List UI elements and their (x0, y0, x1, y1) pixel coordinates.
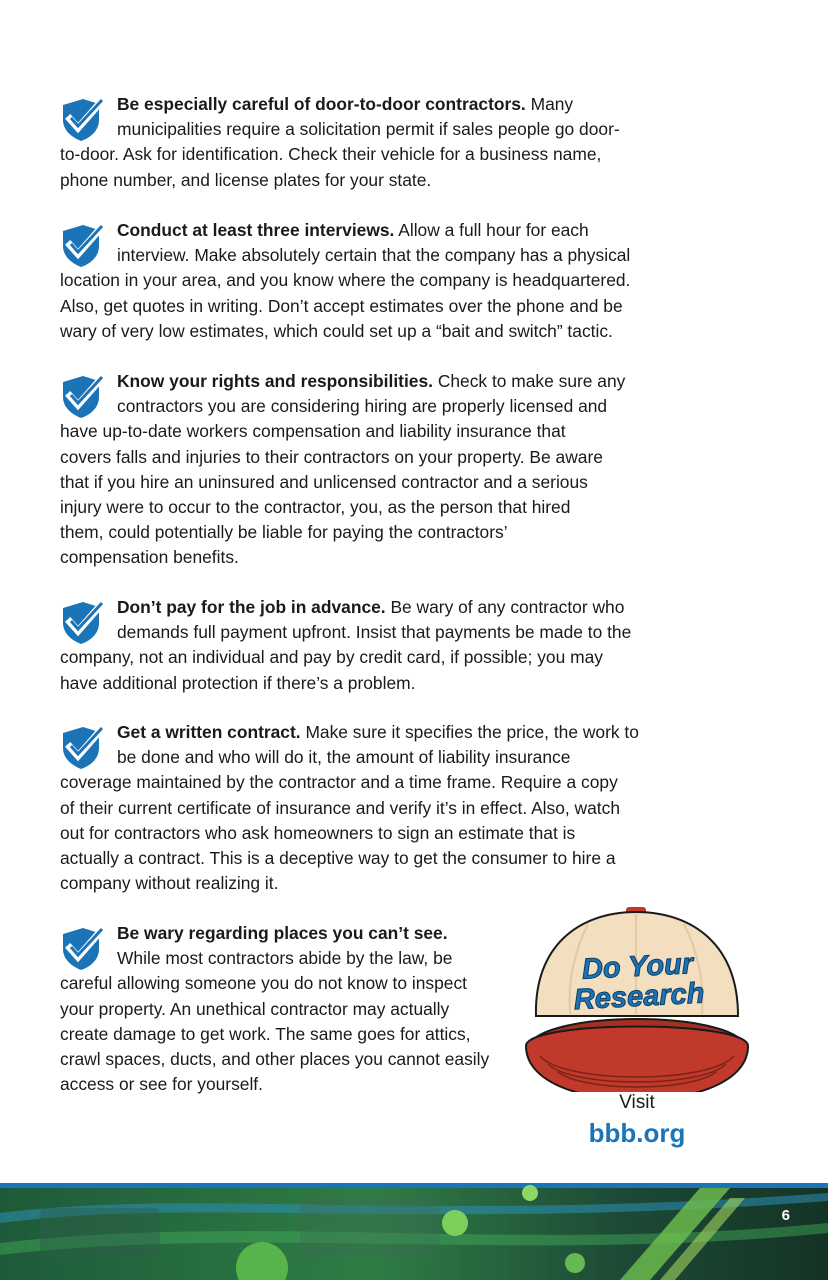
tip-line: injury were to occur to the contractor, you, as the person that hired (60, 497, 571, 518)
tip-text: Many (525, 94, 574, 114)
page-number: 6 (781, 1207, 790, 1224)
tip-line: have up-to-date workers compensation and liability insurance that (60, 421, 566, 442)
tip-line: coverage maintained by the contractor and a time frame. Require a copy (60, 772, 618, 793)
tip-line: be done and who will do it, the amount of liability insurance (117, 747, 571, 768)
tip-line: phone number, and license plates for your state. (60, 169, 432, 190)
tip-line: to-door. Ask for identification. Check their vehicle for a business name, (60, 144, 602, 165)
tip-line: out for contractors who ask homeowners to sign an estimate that is (60, 822, 576, 843)
shield-check-icon (60, 373, 106, 419)
tip-text: Allow a full hour for each (394, 220, 589, 240)
baseball-cap-icon (524, 906, 750, 1092)
tip-line: location in your area, and you know where the company is headquartered. (60, 270, 631, 291)
tip-line: covers falls and injuries to their contractors on your property. Be aware (60, 446, 603, 467)
tip-text: Make sure it specifies the price, the work to (300, 722, 639, 742)
website-link[interactable]: bbb.org (588, 1118, 686, 1148)
tip-line: interview. Make absolutely certain that the company has a physical (117, 245, 631, 266)
tip-line: access or see for yourself. (60, 1074, 263, 1095)
tip-heading: Get a written contract. (117, 722, 301, 742)
footer-pattern-graphic (0, 1183, 828, 1280)
shield-check-icon (60, 96, 106, 142)
cap-text-line2: Research (573, 977, 706, 1017)
shield-check-icon (60, 222, 106, 268)
tip-line: careful allowing someone you do not know to inspect (60, 973, 467, 994)
tip-line: of their current certificate of insurance and verify it’s in effect. Also, watch (60, 797, 620, 818)
tip-heading: Don’t pay for the job in advance. (117, 597, 386, 617)
footer-band (0, 1183, 828, 1280)
tip-line: company, not an individual and pay by credit card, if possible; you may (60, 647, 603, 668)
tip-line: have additional protection if there’s a problem. (60, 672, 416, 693)
tip-1 (60, 92, 620, 193)
tip-6 (60, 921, 489, 1097)
shield-check-icon (60, 724, 106, 770)
tip-line: While most contractors abide by the law, be (117, 948, 453, 969)
tip-line: wary of very low estimates, which could set up a “bait and switch” tactic. (60, 320, 613, 341)
tip-2 (60, 218, 630, 344)
tip-heading: Conduct at least three interviews. (117, 220, 395, 240)
tip-line: that if you hire an uninsured and unlicensed contractor and a serious (60, 471, 588, 492)
tip-text: Be wary of any contractor who (385, 597, 625, 617)
visit-label: Visit (619, 1092, 655, 1113)
cap-text-line1: Do Your (581, 948, 694, 986)
tip-line: actually a contract. This is a deceptive way to get the consumer to hire a (60, 848, 616, 869)
tip-text: Check to make sure any (432, 371, 626, 391)
tip-3 (60, 369, 625, 571)
tip-4 (60, 595, 631, 696)
tip-line: compensation benefits. (60, 547, 239, 568)
tip-line: create damage to get work. The same goes for attics, (60, 1023, 471, 1044)
tip-line: Also, get quotes in writing. Don’t accept estimates over the phone and be (60, 295, 623, 316)
tip-heading: Know your rights and responsibilities. (117, 371, 433, 391)
tip-line: company without realizing it. (60, 873, 279, 894)
tip-line: contractors you are considering hiring are properly licensed and (117, 396, 608, 417)
tip-5 (60, 720, 639, 896)
tip-line: crawl spaces, ducts, and other places you cannot easily (60, 1049, 490, 1070)
tip-heading: Be wary regarding places you can’t see. (117, 923, 448, 943)
shield-check-icon (60, 925, 106, 971)
shield-check-icon (60, 599, 106, 645)
tip-line: them, could potentially be liable for paying the contractors’ (60, 522, 508, 543)
tip-heading: Be especially careful of door-to-door contractors. (117, 94, 526, 114)
research-cap-graphic (524, 906, 750, 1148)
tip-line: municipalities require a solicitation permit if sales people go door- (117, 119, 620, 140)
tip-line: demands full payment upfront. Insist that payments be made to the (117, 622, 632, 643)
tip-line: your property. An unethical contractor may actually (60, 998, 450, 1019)
